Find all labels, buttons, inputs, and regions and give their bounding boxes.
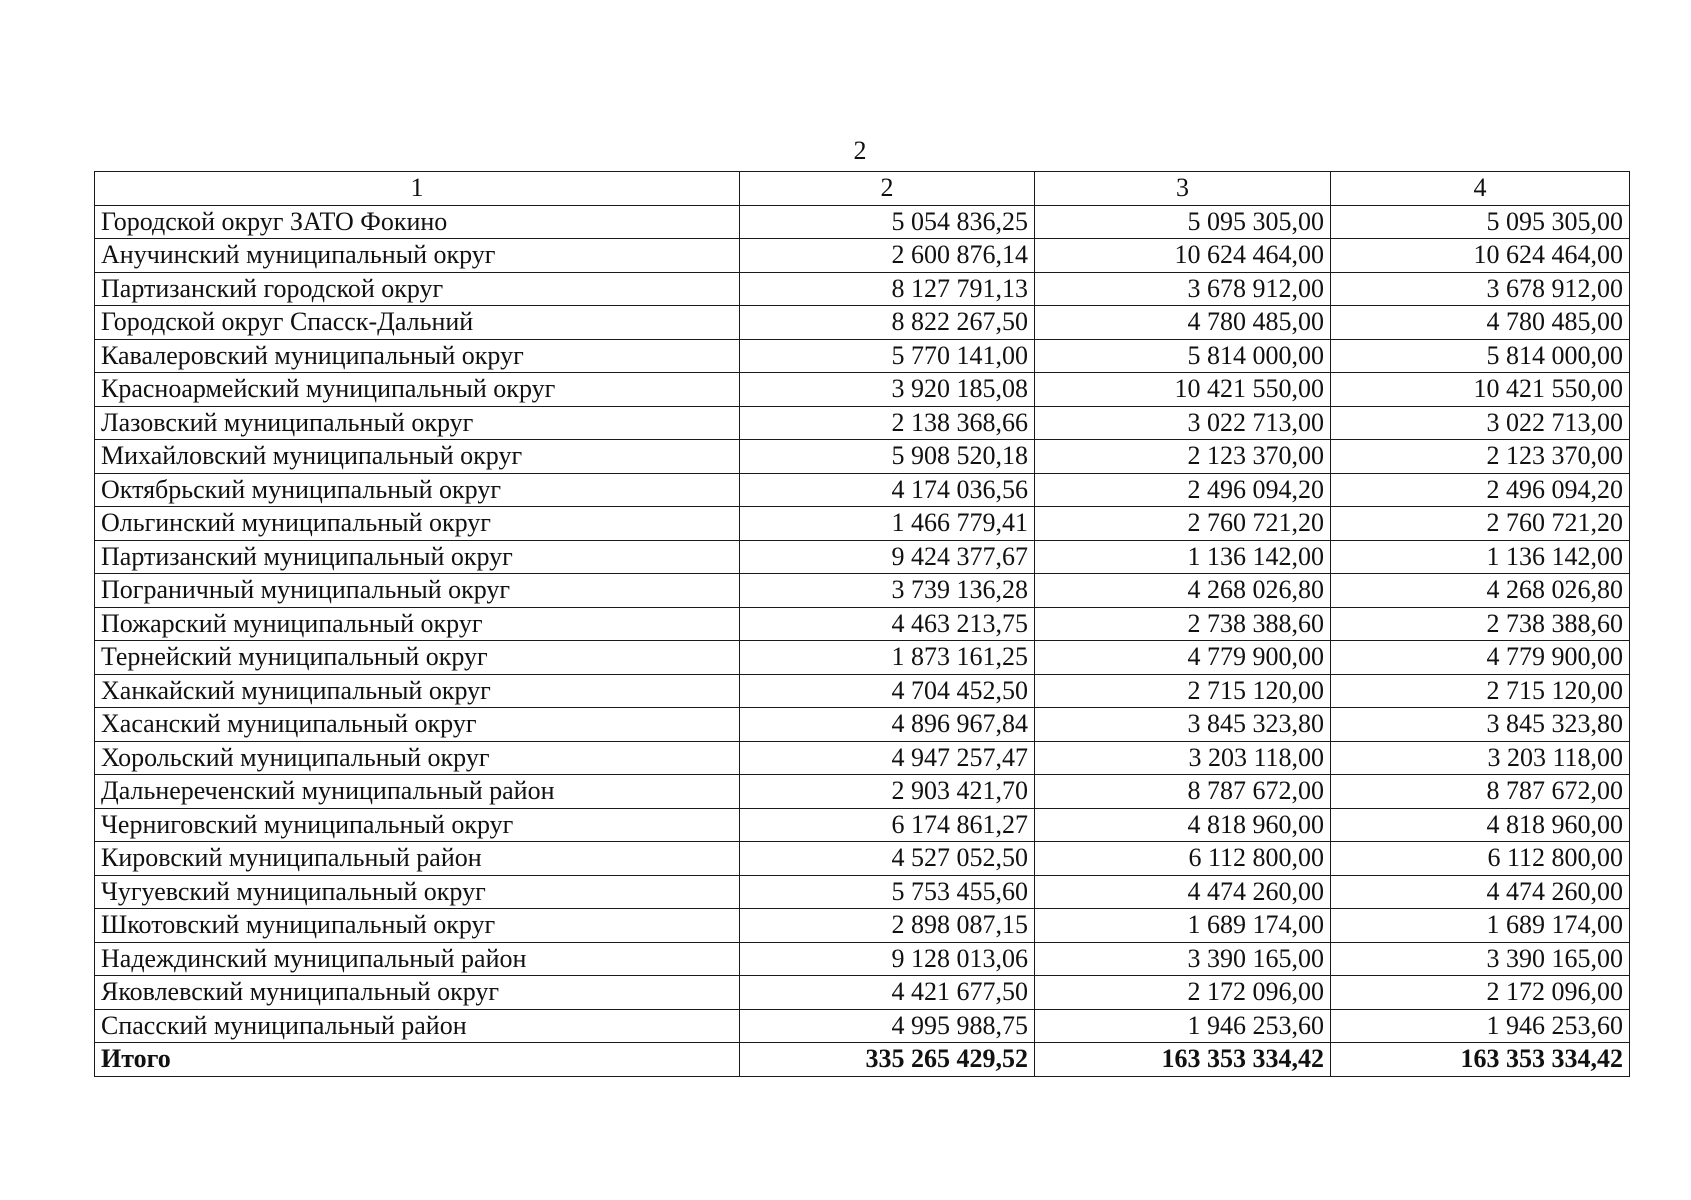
value-col2: 2 903 421,70 xyxy=(740,775,1035,809)
table-row xyxy=(95,775,1630,809)
value-col4: 1 946 253,60 xyxy=(1331,1009,1630,1043)
value-col3: 10 421 550,00 xyxy=(1035,373,1331,407)
value-col2: 2 138 368,66 xyxy=(740,406,1035,440)
table-header-row xyxy=(95,172,1630,206)
table-row xyxy=(95,909,1630,943)
value-col2: 4 463 213,75 xyxy=(740,607,1035,641)
value-col3: 1 946 253,60 xyxy=(1035,1009,1331,1043)
table-body xyxy=(95,205,1630,1043)
value-col2: 2 898 087,15 xyxy=(740,909,1035,943)
value-col2: 4 896 967,84 xyxy=(740,708,1035,742)
municipality-name: Дальнереченский муниципальный район xyxy=(95,775,740,809)
value-col3: 1 689 174,00 xyxy=(1035,909,1331,943)
municipality-name: Яковлевский муниципальный округ xyxy=(95,976,740,1010)
value-col3: 2 715 120,00 xyxy=(1035,674,1331,708)
column-header: 1 xyxy=(95,172,740,206)
value-col2: 3 739 136,28 xyxy=(740,574,1035,608)
value-col2: 9 128 013,06 xyxy=(740,942,1035,976)
value-col3: 4 268 026,80 xyxy=(1035,574,1331,608)
municipality-name: Чугуевский муниципальный округ xyxy=(95,875,740,909)
total-value-col4: 163 353 334,42 xyxy=(1331,1043,1630,1077)
value-col3: 2 738 388,60 xyxy=(1035,607,1331,641)
column-header: 3 xyxy=(1035,172,1331,206)
value-col4: 4 779 900,00 xyxy=(1331,641,1630,675)
value-col4: 2 172 096,00 xyxy=(1331,976,1630,1010)
value-col2: 3 920 185,08 xyxy=(740,373,1035,407)
municipality-name: Кавалеровский муниципальный округ xyxy=(95,339,740,373)
table-row xyxy=(95,875,1630,909)
value-col3: 2 496 094,20 xyxy=(1035,473,1331,507)
total-value-col3: 163 353 334,42 xyxy=(1035,1043,1331,1077)
municipality-name: Надеждинский муниципальный район xyxy=(95,942,740,976)
value-col3: 4 818 960,00 xyxy=(1035,808,1331,842)
value-col2: 1 873 161,25 xyxy=(740,641,1035,675)
value-col2: 6 174 861,27 xyxy=(740,808,1035,842)
value-col3: 4 474 260,00 xyxy=(1035,875,1331,909)
value-col2: 9 424 377,67 xyxy=(740,540,1035,574)
value-col2: 4 995 988,75 xyxy=(740,1009,1035,1043)
value-col3: 8 787 672,00 xyxy=(1035,775,1331,809)
value-col4: 2 738 388,60 xyxy=(1331,607,1630,641)
value-col3: 2 172 096,00 xyxy=(1035,976,1331,1010)
value-col3: 3 678 912,00 xyxy=(1035,272,1331,306)
value-col4: 1 136 142,00 xyxy=(1331,540,1630,574)
table-row xyxy=(95,942,1630,976)
municipality-name: Черниговский муниципальный округ xyxy=(95,808,740,842)
table-row xyxy=(95,440,1630,474)
municipality-name: Октябрьский муниципальный округ xyxy=(95,473,740,507)
table-row xyxy=(95,976,1630,1010)
table-row xyxy=(95,808,1630,842)
value-col3: 2 123 370,00 xyxy=(1035,440,1331,474)
value-col2: 8 822 267,50 xyxy=(740,306,1035,340)
total-label: Итого xyxy=(95,1043,740,1077)
value-col4: 3 845 323,80 xyxy=(1331,708,1630,742)
data-table xyxy=(94,171,1630,1077)
value-col4: 4 474 260,00 xyxy=(1331,875,1630,909)
column-header: 4 xyxy=(1331,172,1630,206)
table-row xyxy=(95,205,1630,239)
table-row xyxy=(95,540,1630,574)
municipality-name: Городской округ ЗАТО Фокино xyxy=(95,205,740,239)
value-col3: 5 095 305,00 xyxy=(1035,205,1331,239)
table-row xyxy=(95,708,1630,742)
value-col2: 4 421 677,50 xyxy=(740,976,1035,1010)
total-row xyxy=(95,1043,1630,1077)
total-value-col2: 335 265 429,52 xyxy=(740,1043,1035,1077)
table-row xyxy=(95,373,1630,407)
value-col4: 3 678 912,00 xyxy=(1331,272,1630,306)
municipality-name: Анучинский муниципальный округ xyxy=(95,239,740,273)
municipality-name: Партизанский городской округ xyxy=(95,272,740,306)
value-col2: 5 770 141,00 xyxy=(740,339,1035,373)
value-col4: 2 123 370,00 xyxy=(1331,440,1630,474)
value-col4: 2 760 721,20 xyxy=(1331,507,1630,541)
municipality-name: Ольгинский муниципальный округ xyxy=(95,507,740,541)
municipality-name: Михайловский муниципальный округ xyxy=(95,440,740,474)
value-col4: 4 780 485,00 xyxy=(1331,306,1630,340)
municipality-name: Спасский муниципальный район xyxy=(95,1009,740,1043)
value-col2: 2 600 876,14 xyxy=(740,239,1035,273)
value-col4: 4 268 026,80 xyxy=(1331,574,1630,608)
value-col2: 4 947 257,47 xyxy=(740,741,1035,775)
value-col3: 10 624 464,00 xyxy=(1035,239,1331,273)
table-row xyxy=(95,339,1630,373)
value-col3: 5 814 000,00 xyxy=(1035,339,1331,373)
value-col4: 3 203 118,00 xyxy=(1331,741,1630,775)
table-row xyxy=(95,674,1630,708)
value-col2: 4 174 036,56 xyxy=(740,473,1035,507)
municipality-name: Пожарский муниципальный округ xyxy=(95,607,740,641)
municipality-name: Кировский муниципальный район xyxy=(95,842,740,876)
value-col4: 6 112 800,00 xyxy=(1331,842,1630,876)
municipality-name: Красноармейский муниципальный округ xyxy=(95,373,740,407)
municipality-name: Партизанский муниципальный округ xyxy=(95,540,740,574)
municipality-name: Тернейский муниципальный округ xyxy=(95,641,740,675)
municipality-name: Хорольский муниципальный округ xyxy=(95,741,740,775)
value-col4: 2 496 094,20 xyxy=(1331,473,1630,507)
table-row xyxy=(95,842,1630,876)
value-col3: 3 203 118,00 xyxy=(1035,741,1331,775)
table-row xyxy=(95,239,1630,273)
value-col3: 4 779 900,00 xyxy=(1035,641,1331,675)
value-col4: 5 814 000,00 xyxy=(1331,339,1630,373)
table-row xyxy=(95,507,1630,541)
value-col2: 8 127 791,13 xyxy=(740,272,1035,306)
value-col3: 3 390 165,00 xyxy=(1035,942,1331,976)
value-col2: 5 908 520,18 xyxy=(740,440,1035,474)
table-row xyxy=(95,406,1630,440)
table-row xyxy=(95,741,1630,775)
column-header: 2 xyxy=(740,172,1035,206)
value-col4: 10 421 550,00 xyxy=(1331,373,1630,407)
table-row xyxy=(95,1009,1630,1043)
value-col2: 4 527 052,50 xyxy=(740,842,1035,876)
table-row xyxy=(95,641,1630,675)
value-col2: 5 054 836,25 xyxy=(740,205,1035,239)
value-col3: 3 845 323,80 xyxy=(1035,708,1331,742)
value-col3: 4 780 485,00 xyxy=(1035,306,1331,340)
municipality-name: Пограничный муниципальный округ xyxy=(95,574,740,608)
value-col4: 2 715 120,00 xyxy=(1331,674,1630,708)
table-row xyxy=(95,607,1630,641)
municipality-name: Городской округ Спасск-Дальний xyxy=(95,306,740,340)
page-number: 2 xyxy=(853,136,867,165)
municipality-name: Ханкайский муниципальный округ xyxy=(95,674,740,708)
value-col2: 5 753 455,60 xyxy=(740,875,1035,909)
value-col3: 2 760 721,20 xyxy=(1035,507,1331,541)
value-col3: 6 112 800,00 xyxy=(1035,842,1331,876)
value-col3: 3 022 713,00 xyxy=(1035,406,1331,440)
table-row xyxy=(95,473,1630,507)
table-row xyxy=(95,272,1630,306)
value-col4: 4 818 960,00 xyxy=(1331,808,1630,842)
municipality-name: Хасанский муниципальный округ xyxy=(95,708,740,742)
municipality-name: Шкотовский муниципальный округ xyxy=(95,909,740,943)
value-col4: 8 787 672,00 xyxy=(1331,775,1630,809)
table-row xyxy=(95,574,1630,608)
value-col4: 10 624 464,00 xyxy=(1331,239,1630,273)
value-col2: 1 466 779,41 xyxy=(740,507,1035,541)
table-row xyxy=(95,306,1630,340)
value-col4: 3 022 713,00 xyxy=(1331,406,1630,440)
value-col4: 3 390 165,00 xyxy=(1331,942,1630,976)
value-col3: 1 136 142,00 xyxy=(1035,540,1331,574)
value-col2: 4 704 452,50 xyxy=(740,674,1035,708)
value-col4: 5 095 305,00 xyxy=(1331,205,1630,239)
value-col4: 1 689 174,00 xyxy=(1331,909,1630,943)
municipality-name: Лазовский муниципальный округ xyxy=(95,406,740,440)
